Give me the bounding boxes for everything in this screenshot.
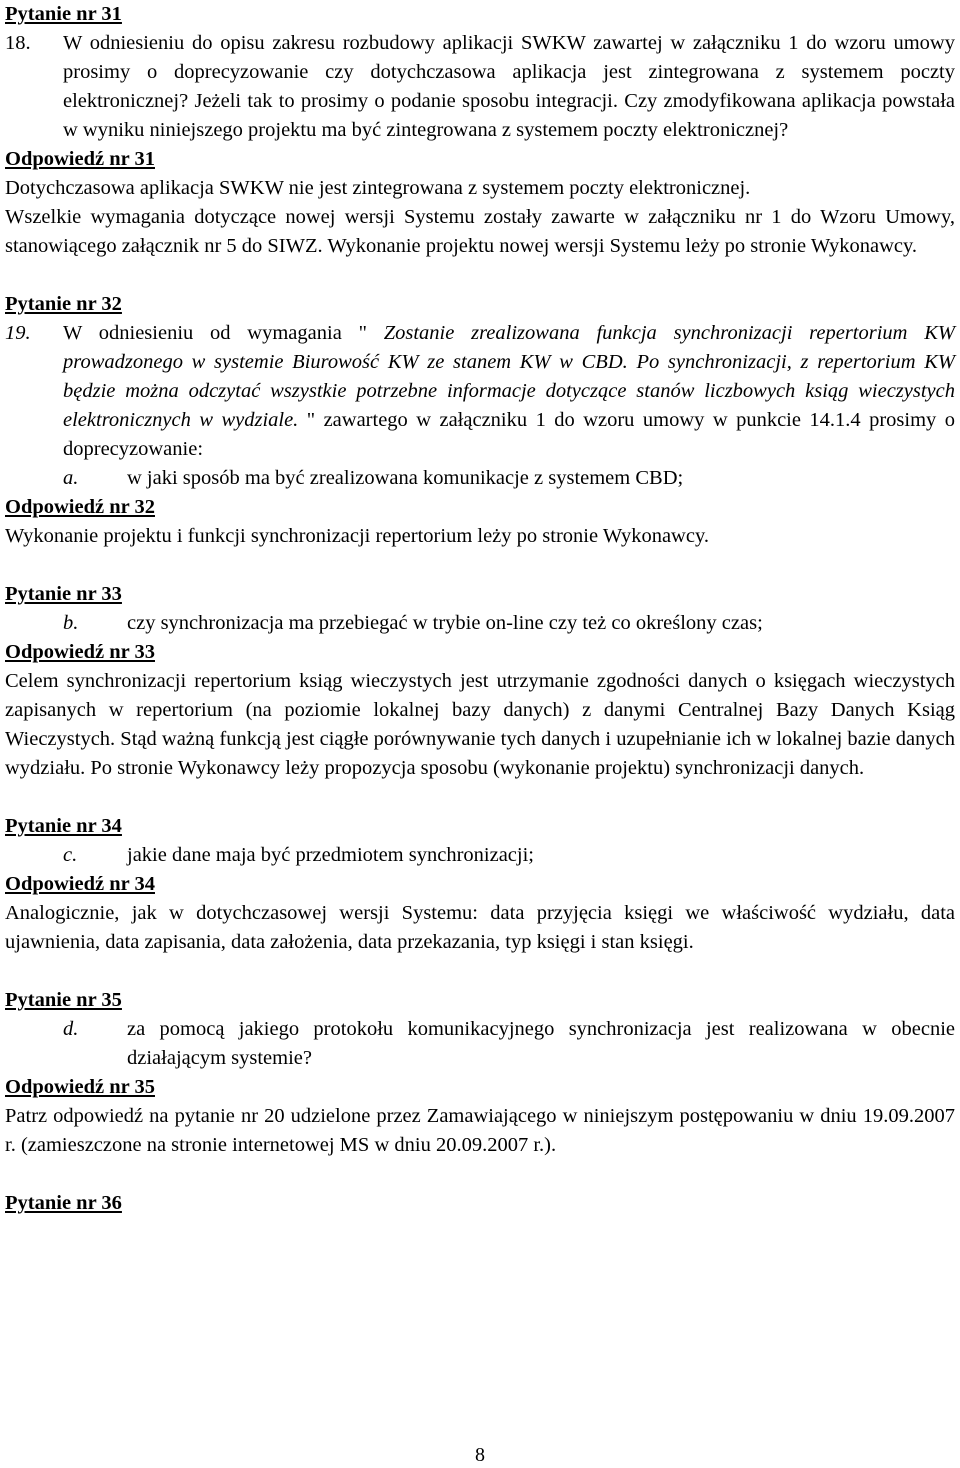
question-36-heading: Pytanie nr 36 — [5, 1192, 122, 1214]
sub-label: b. — [63, 612, 79, 634]
answer-32-text: Wykonanie projektu i funkcji synchronizacji repertorium leży po stronie Wykonawcy. — [5, 525, 709, 547]
question-33-heading: Pytanie nr 33 — [5, 583, 122, 605]
sub-question-b — [5, 609, 955, 638]
sub-text: czy synchronizacja ma przebiegać w trybie on-line czy też co określony czas; — [127, 612, 763, 634]
sub-text: jakie dane maja być przedmiotem synchronizacji; — [127, 844, 534, 866]
answer-35-text: Patrz odpowiedź na pytanie nr 20 udzielone przez Zamawiającego w niniejszym postępowaniu w dniu 19.09.2007 r. (zamieszczone na stronie internetowej MS w dniu 20.09.2007 r.). — [5, 1105, 955, 1156]
question-31-heading: Pytanie nr 31 — [5, 3, 122, 25]
document-page — [5, 0, 955, 1218]
sub-label: d. — [63, 1018, 79, 1040]
question-number: 19. — [5, 322, 31, 344]
question-34-heading: Pytanie nr 34 — [5, 815, 122, 837]
question-31 — [5, 29, 955, 145]
answer-34-heading: Odpowiedź nr 34 — [5, 873, 155, 895]
answer-32-heading: Odpowiedź nr 32 — [5, 496, 155, 518]
answer-34-text: Analogicznie, jak w dotychczasowej wersji Systemu: data przyjęcia księgi we właściwość wydziału, data ujawnienia, data zapisania, data założenia, data przekazania, typ księgi i stan księgi. — [5, 902, 955, 953]
question-text-lead: W odniesieniu od wymagania " — [63, 322, 384, 344]
question-32-heading: Pytanie nr 32 — [5, 293, 122, 315]
answer-33-heading: Odpowiedź nr 33 — [5, 641, 155, 663]
question-number: 18. — [5, 32, 31, 54]
question-32 — [5, 319, 955, 464]
question-text: W odniesieniu do opisu zakresu rozbudowy aplikacji SWKW zawartej w załączniku 1 do wzoru umowy prosimy o doprecyzowanie czy dotychczasowa aplikacja jest zintegrowana z systemem poczty elektronicznej? Jeżeli tak to prosimy o podanie sposobu integracji. Czy zmodyfikowana aplikacja powstała w wyniku niniejszego projektu ma być zintegrowana z systemem poczty elektronicznej? — [63, 32, 955, 141]
answer-33-text: Celem synchronizacji repertorium ksiąg wieczystych jest utrzymanie zgodności danych o księgach wieczystych zapisanych w repertorium (na poziomie lokalnej bazy danych) z danymi Centralnej Bazy Danych Ksiąg Wieczystych. Stąd ważną funkcją jest ciągłe porównywanie tych danych i uzupełnianie ich w lokalnej bazie danych wydziału. Po stronie Wykonawcy leży propozycja sposobu (wykonanie projektu) synchronizacji danych. — [5, 670, 955, 779]
question-text — [63, 319, 955, 464]
answer-31-heading: Odpowiedź nr 31 — [5, 148, 155, 170]
sub-question-d — [5, 1015, 955, 1073]
answer-31-text-2: Wszelkie wymagania dotyczące nowej wersji Systemu zostały zawarte w załączniku nr 1 do Wzoru Umowy, stanowiącego załącznik nr 5 do SIWZ. Wykonanie projektu nowej wersji Systemu leży po stronie Wykonawcy. — [5, 206, 955, 257]
sub-text: w jaki sposób ma być zrealizowana komunikacje z systemem CBD; — [127, 467, 684, 489]
sub-question-a — [5, 464, 955, 493]
sub-label: a. — [63, 467, 79, 489]
page-number: 8 — [475, 1444, 485, 1466]
sub-question-c — [5, 841, 955, 870]
answer-31-text-1: Dotychczasowa aplikacja SWKW nie jest zintegrowana z systemem poczty elektronicznej. — [5, 177, 751, 199]
quoted-requirement: Zostanie zrealizowana funkcja synchronizacji repertorium KW prowadzonego w systemie Biurowość KW ze stanem KW w CBD. Po synchronizacji, z repertorium KW będzie można odczytać wszystkie potrzebne informacje dotyczące stanów liczbowych ksiąg wieczystych elektronicznych w wydziale. — [63, 322, 955, 431]
question-35-heading: Pytanie nr 35 — [5, 989, 122, 1011]
sub-label: c. — [63, 844, 78, 866]
question-text-tail: " zawartego w załączniku 1 do wzoru umowy w punkcie 14.1.4 prosimy o doprecyzowanie: — [63, 409, 955, 460]
sub-text: za pomocą jakiego protokołu komunikacyjnego synchronizacja jest realizowana w obecnie działającym systemie? — [127, 1018, 955, 1069]
answer-35-heading: Odpowiedź nr 35 — [5, 1076, 155, 1098]
